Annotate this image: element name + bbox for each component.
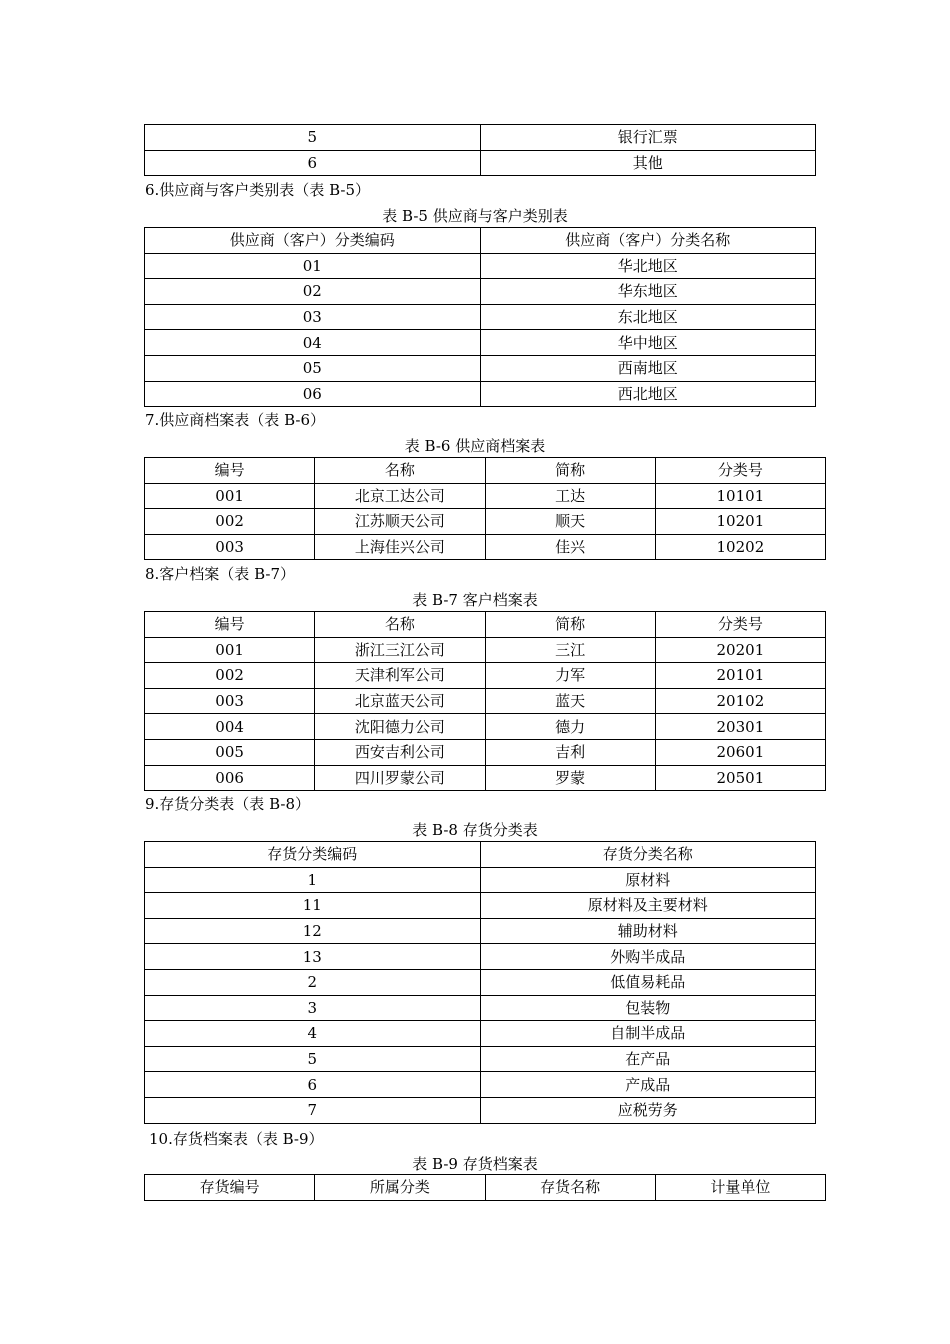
table-cell: 01	[145, 253, 481, 279]
table-cell: 002	[145, 509, 315, 535]
table-cell: 001	[145, 483, 315, 509]
column-header: 分类号	[655, 458, 825, 484]
table-header-row	[145, 842, 816, 868]
column-header: 存货编号	[145, 1175, 315, 1201]
table-cell: 4	[145, 1021, 481, 1047]
table-cell: 5	[145, 1046, 481, 1072]
table-header-row	[145, 1175, 826, 1201]
table-row	[145, 969, 816, 995]
table-cell: 003	[145, 688, 315, 714]
table-cell: 03	[145, 304, 481, 330]
column-header: 名称	[315, 612, 485, 638]
table-row	[145, 253, 816, 279]
table-row	[145, 739, 826, 765]
table-cell: 02	[145, 279, 481, 305]
table-b7	[144, 611, 826, 791]
table-row	[145, 1021, 816, 1047]
table-cell: 华东地区	[480, 279, 816, 305]
table-cell: 06	[145, 381, 481, 407]
table-cell: 20601	[655, 739, 825, 765]
column-header: 计量单位	[655, 1175, 825, 1201]
table-cell: 四川罗蒙公司	[315, 765, 485, 791]
table-caption-b6: 表 B-6 供应商档案表	[404, 437, 546, 455]
table-cell: 包装物	[480, 995, 816, 1021]
table-cell: 辅助材料	[480, 918, 816, 944]
table-cell: 工达	[485, 483, 655, 509]
table-cell: 佳兴	[485, 534, 655, 560]
table-caption-b7: 表 B-7 客户档案表	[412, 591, 538, 609]
table-cell: 沈阳德力公司	[315, 714, 485, 740]
table-cell: 20102	[655, 688, 825, 714]
table-caption-b5: 表 B-5 供应商与客户类别表	[382, 207, 568, 225]
table-row	[145, 509, 826, 535]
column-header: 编号	[145, 612, 315, 638]
table-header-row	[145, 458, 826, 484]
table-cell: 东北地区	[480, 304, 816, 330]
column-header: 名称	[315, 458, 485, 484]
table-cell: 20201	[655, 637, 825, 663]
table-row	[145, 893, 816, 919]
table-cell: 产成品	[480, 1072, 816, 1098]
column-header: 存货分类编码	[145, 842, 481, 868]
table-cell: 其他	[480, 150, 816, 176]
table-cell: 3	[145, 995, 481, 1021]
table-cell: 在产品	[480, 1046, 816, 1072]
table-header-row	[145, 228, 816, 254]
table-cell: 北京工达公司	[315, 483, 485, 509]
table-row	[145, 637, 826, 663]
table-cell: 西北地区	[480, 381, 816, 407]
table-cell: 6	[145, 150, 481, 176]
table-cell: 罗蒙	[485, 765, 655, 791]
table-cell: 外购半成品	[480, 944, 816, 970]
table-cell: 20301	[655, 714, 825, 740]
table-cell: 天津利军公司	[315, 663, 485, 689]
table-row	[145, 867, 816, 893]
table-cell: 04	[145, 330, 481, 356]
table-row	[145, 1046, 816, 1072]
table-b5	[144, 227, 816, 407]
table-cell: 10101	[655, 483, 825, 509]
table-b8	[144, 841, 816, 1124]
column-header: 存货名称	[485, 1175, 655, 1201]
section-heading-9: 9.存货分类表（表 B-8）	[145, 795, 310, 813]
table-cell: 华北地区	[480, 253, 816, 279]
table-cell: 银行汇票	[480, 125, 816, 151]
table-caption-b9: 表 B-9 存货档案表	[412, 1155, 538, 1173]
table-cell: 5	[145, 125, 481, 151]
table-cell: 江苏顺天公司	[315, 509, 485, 535]
section-heading-7: 7.供应商档案表（表 B-6）	[145, 411, 325, 429]
table-cell: 原材料及主要材料	[480, 893, 816, 919]
table-row	[145, 125, 816, 151]
table-row	[145, 355, 816, 381]
table-cell: 德力	[485, 714, 655, 740]
table-row	[145, 330, 816, 356]
table-cell: 05	[145, 355, 481, 381]
table-cell: 003	[145, 534, 315, 560]
column-header: 分类号	[655, 612, 825, 638]
table-cell: 浙江三江公司	[315, 637, 485, 663]
table-cell: 006	[145, 765, 315, 791]
table-cell: 20501	[655, 765, 825, 791]
table-cell: 华中地区	[480, 330, 816, 356]
table-cell: 蓝天	[485, 688, 655, 714]
table-cell: 2	[145, 969, 481, 995]
table-cell: 11	[145, 893, 481, 919]
column-header: 所属分类	[315, 1175, 485, 1201]
column-header: 供应商（客户）分类名称	[480, 228, 816, 254]
table-cell: 13	[145, 944, 481, 970]
column-header: 编号	[145, 458, 315, 484]
table-cell: 应税劳务	[480, 1097, 816, 1123]
table-row	[145, 663, 826, 689]
table-row	[145, 995, 816, 1021]
column-header: 存货分类名称	[480, 842, 816, 868]
table-row	[145, 944, 816, 970]
table-row	[145, 304, 816, 330]
table-cell: 吉利	[485, 739, 655, 765]
table-row	[145, 1097, 816, 1123]
table-cell: 西安吉利公司	[315, 739, 485, 765]
table-cell: 原材料	[480, 867, 816, 893]
table-cell: 005	[145, 739, 315, 765]
table-row	[145, 483, 826, 509]
table-cell: 力军	[485, 663, 655, 689]
table-cell: 顺天	[485, 509, 655, 535]
column-header: 简称	[485, 612, 655, 638]
table-cell: 20101	[655, 663, 825, 689]
table-cell: 7	[145, 1097, 481, 1123]
column-header: 供应商（客户）分类编码	[145, 228, 481, 254]
table-row	[145, 714, 826, 740]
column-header: 简称	[485, 458, 655, 484]
table-row	[145, 534, 826, 560]
table-cell: 低值易耗品	[480, 969, 816, 995]
table-cell: 上海佳兴公司	[315, 534, 485, 560]
table-cell: 西南地区	[480, 355, 816, 381]
table-cell: 1	[145, 867, 481, 893]
table-row	[145, 150, 816, 176]
table-b4-tail	[144, 124, 816, 176]
table-cell: 自制半成品	[480, 1021, 816, 1047]
table-cell: 6	[145, 1072, 481, 1098]
table-row	[145, 765, 826, 791]
section-heading-10: 10.存货档案表（表 B-9）	[149, 1130, 324, 1148]
table-row	[145, 1072, 816, 1098]
table-row	[145, 918, 816, 944]
table-cell: 北京蓝天公司	[315, 688, 485, 714]
table-header-row	[145, 612, 826, 638]
table-caption-b8: 表 B-8 存货分类表	[412, 821, 538, 839]
table-cell: 001	[145, 637, 315, 663]
table-b6	[144, 457, 826, 560]
table-cell: 10201	[655, 509, 825, 535]
table-cell: 10202	[655, 534, 825, 560]
table-b9	[144, 1174, 826, 1201]
table-cell: 12	[145, 918, 481, 944]
table-cell: 002	[145, 663, 315, 689]
table-row	[145, 688, 826, 714]
section-heading-8: 8.客户档案（表 B-7）	[145, 565, 295, 583]
section-heading-6: 6.供应商与客户类别表（表 B-5）	[145, 181, 370, 199]
table-row	[145, 279, 816, 305]
table-cell: 三江	[485, 637, 655, 663]
table-row	[145, 381, 816, 407]
table-cell: 004	[145, 714, 315, 740]
